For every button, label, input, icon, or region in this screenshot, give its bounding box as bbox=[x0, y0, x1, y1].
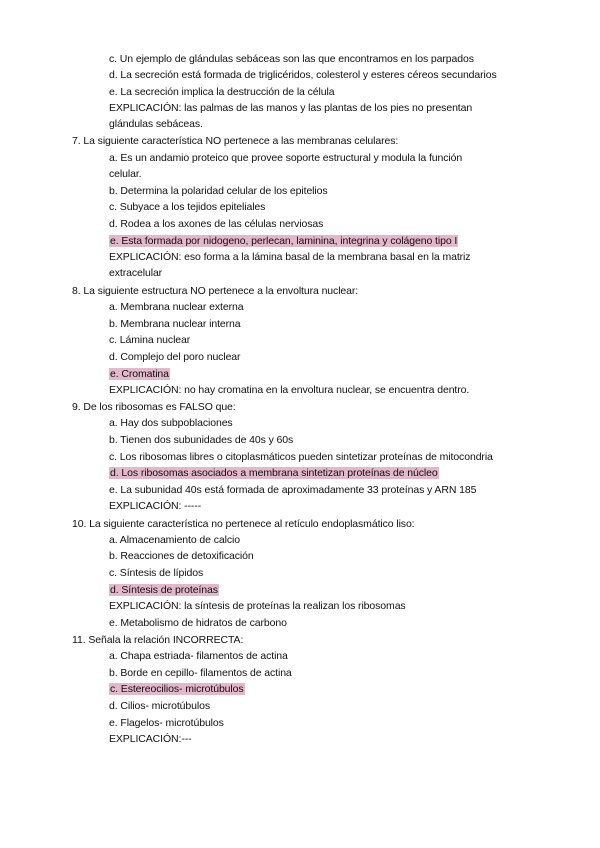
q9-option-b: b. Tienen dos subunidades de 40s y 60s bbox=[109, 434, 294, 446]
q11-question: 11. Señala la relación INCORRECTA: bbox=[72, 634, 244, 646]
q11-option-e: e. Flagelos- microtúbulos bbox=[109, 717, 224, 729]
q10-question: 10. La siguiente característica no pertenece al retículo endoplasmático liso: bbox=[72, 518, 415, 530]
answer-highlight: e. Esta formada por nidogeno, perlecan, laminina, integrina y colágeno tipo I bbox=[110, 235, 458, 247]
q11-option-c-correct bbox=[109, 682, 245, 696]
q9-option-c: c. Los ribosomas libres o citoplasmáticos pueden sintetizar proteínas de mitocondria bbox=[109, 451, 493, 463]
q9-explanation: EXPLICACIÓN: ----- bbox=[109, 500, 202, 512]
q8-option-b: b. Membrana nuclear interna bbox=[109, 318, 241, 330]
answer-highlight: d. Los ribosomas asociados a membrana sintetizan proteínas de núcleo bbox=[110, 467, 438, 479]
q10-option-d-correct bbox=[109, 583, 219, 597]
q11-explanation: EXPLICACIÓN:--- bbox=[109, 733, 192, 745]
q6-option-d: d. La secreción está formada de triglicéridos, colesterol y esteres céreos secundarios bbox=[109, 69, 497, 81]
q7-explanation-line-1: EXPLICACIÓN: eso forma a la lámina basal de la membrana basal en la matriz bbox=[109, 251, 471, 263]
q11-option-a: a. Chapa estriada- filamentos de actina bbox=[109, 650, 288, 662]
q10-explanation: EXPLICACIÓN: la síntesis de proteínas la realizan los ribosomas bbox=[109, 600, 406, 612]
q6-explanation-line-2: glándulas sebáceas. bbox=[109, 118, 203, 130]
q7-option-a-line-1: a. Es un andamio proteico que provee soporte estructural y modula la función bbox=[109, 152, 463, 164]
answer-highlight: d. Síntesis de proteínas bbox=[110, 584, 218, 596]
q11-option-b: b. Borde en cepillo- filamentos de actina bbox=[109, 667, 292, 679]
q10-option-c: c. Síntesis de lípidos bbox=[109, 567, 204, 579]
answer-highlight: e. Cromatina bbox=[110, 368, 169, 380]
q9-option-d-correct bbox=[109, 466, 439, 480]
answer-highlight: c. Estereocilios- microtúbulos bbox=[110, 683, 244, 695]
q8-explanation: EXPLICACIÓN: no hay cromatina en la envoltura nuclear, se encuentra dentro. bbox=[109, 384, 470, 396]
q9-option-e: e. La subunidad 40s está formada de aproximadamente 33 proteínas y ARN 185 bbox=[109, 484, 477, 496]
q10-option-b: b. Reacciones de detoxificación bbox=[109, 550, 254, 562]
q10-option-e: e. Metabolismo de hidratos de carbono bbox=[109, 617, 287, 629]
q7-option-d: d. Rodea a los axones de las células nerviosas bbox=[109, 218, 324, 230]
q8-option-a: a. Membrana nuclear externa bbox=[109, 301, 244, 313]
q7-option-a-line-2: celular. bbox=[109, 168, 142, 180]
q7-option-e-correct bbox=[109, 234, 458, 248]
q7-explanation-line-2: extracelular bbox=[109, 267, 163, 279]
q8-question: 8. La siguiente estructura NO pertenece a la envoltura nuclear: bbox=[72, 285, 359, 297]
q6-explanation-line-1: EXPLICACIÓN: las palmas de las manos y las plantas de los pies no presentan bbox=[109, 102, 473, 114]
q8-option-d: d. Complejo del poro nuclear bbox=[109, 351, 241, 363]
q8-option-e-correct bbox=[109, 367, 170, 381]
q7-option-c: c. Subyace a los tejidos epiteliales bbox=[109, 201, 266, 213]
q7-option-b: b. Determina la polaridad celular de los epitelios bbox=[109, 185, 328, 197]
q11-option-d: d. Cilios- microtúbulos bbox=[109, 700, 210, 712]
q7-question: 7. La siguiente característica NO pertenece a las membranas celulares: bbox=[72, 135, 399, 147]
q6-option-e: e. La secreción implica la destrucción de la célula bbox=[109, 86, 335, 98]
q9-option-a: a. Hay dos subpoblaciones bbox=[109, 417, 233, 429]
q10-option-a: a. Almacenamiento de calcio bbox=[109, 534, 240, 546]
q8-option-c: c. Lámina nuclear bbox=[109, 334, 191, 346]
q9-question: 9. De los ribosomas es FALSO que: bbox=[72, 401, 236, 413]
q6-option-c: c. Un ejemplo de glándulas sebáceas son las que encontramos en los parpados bbox=[109, 53, 474, 65]
